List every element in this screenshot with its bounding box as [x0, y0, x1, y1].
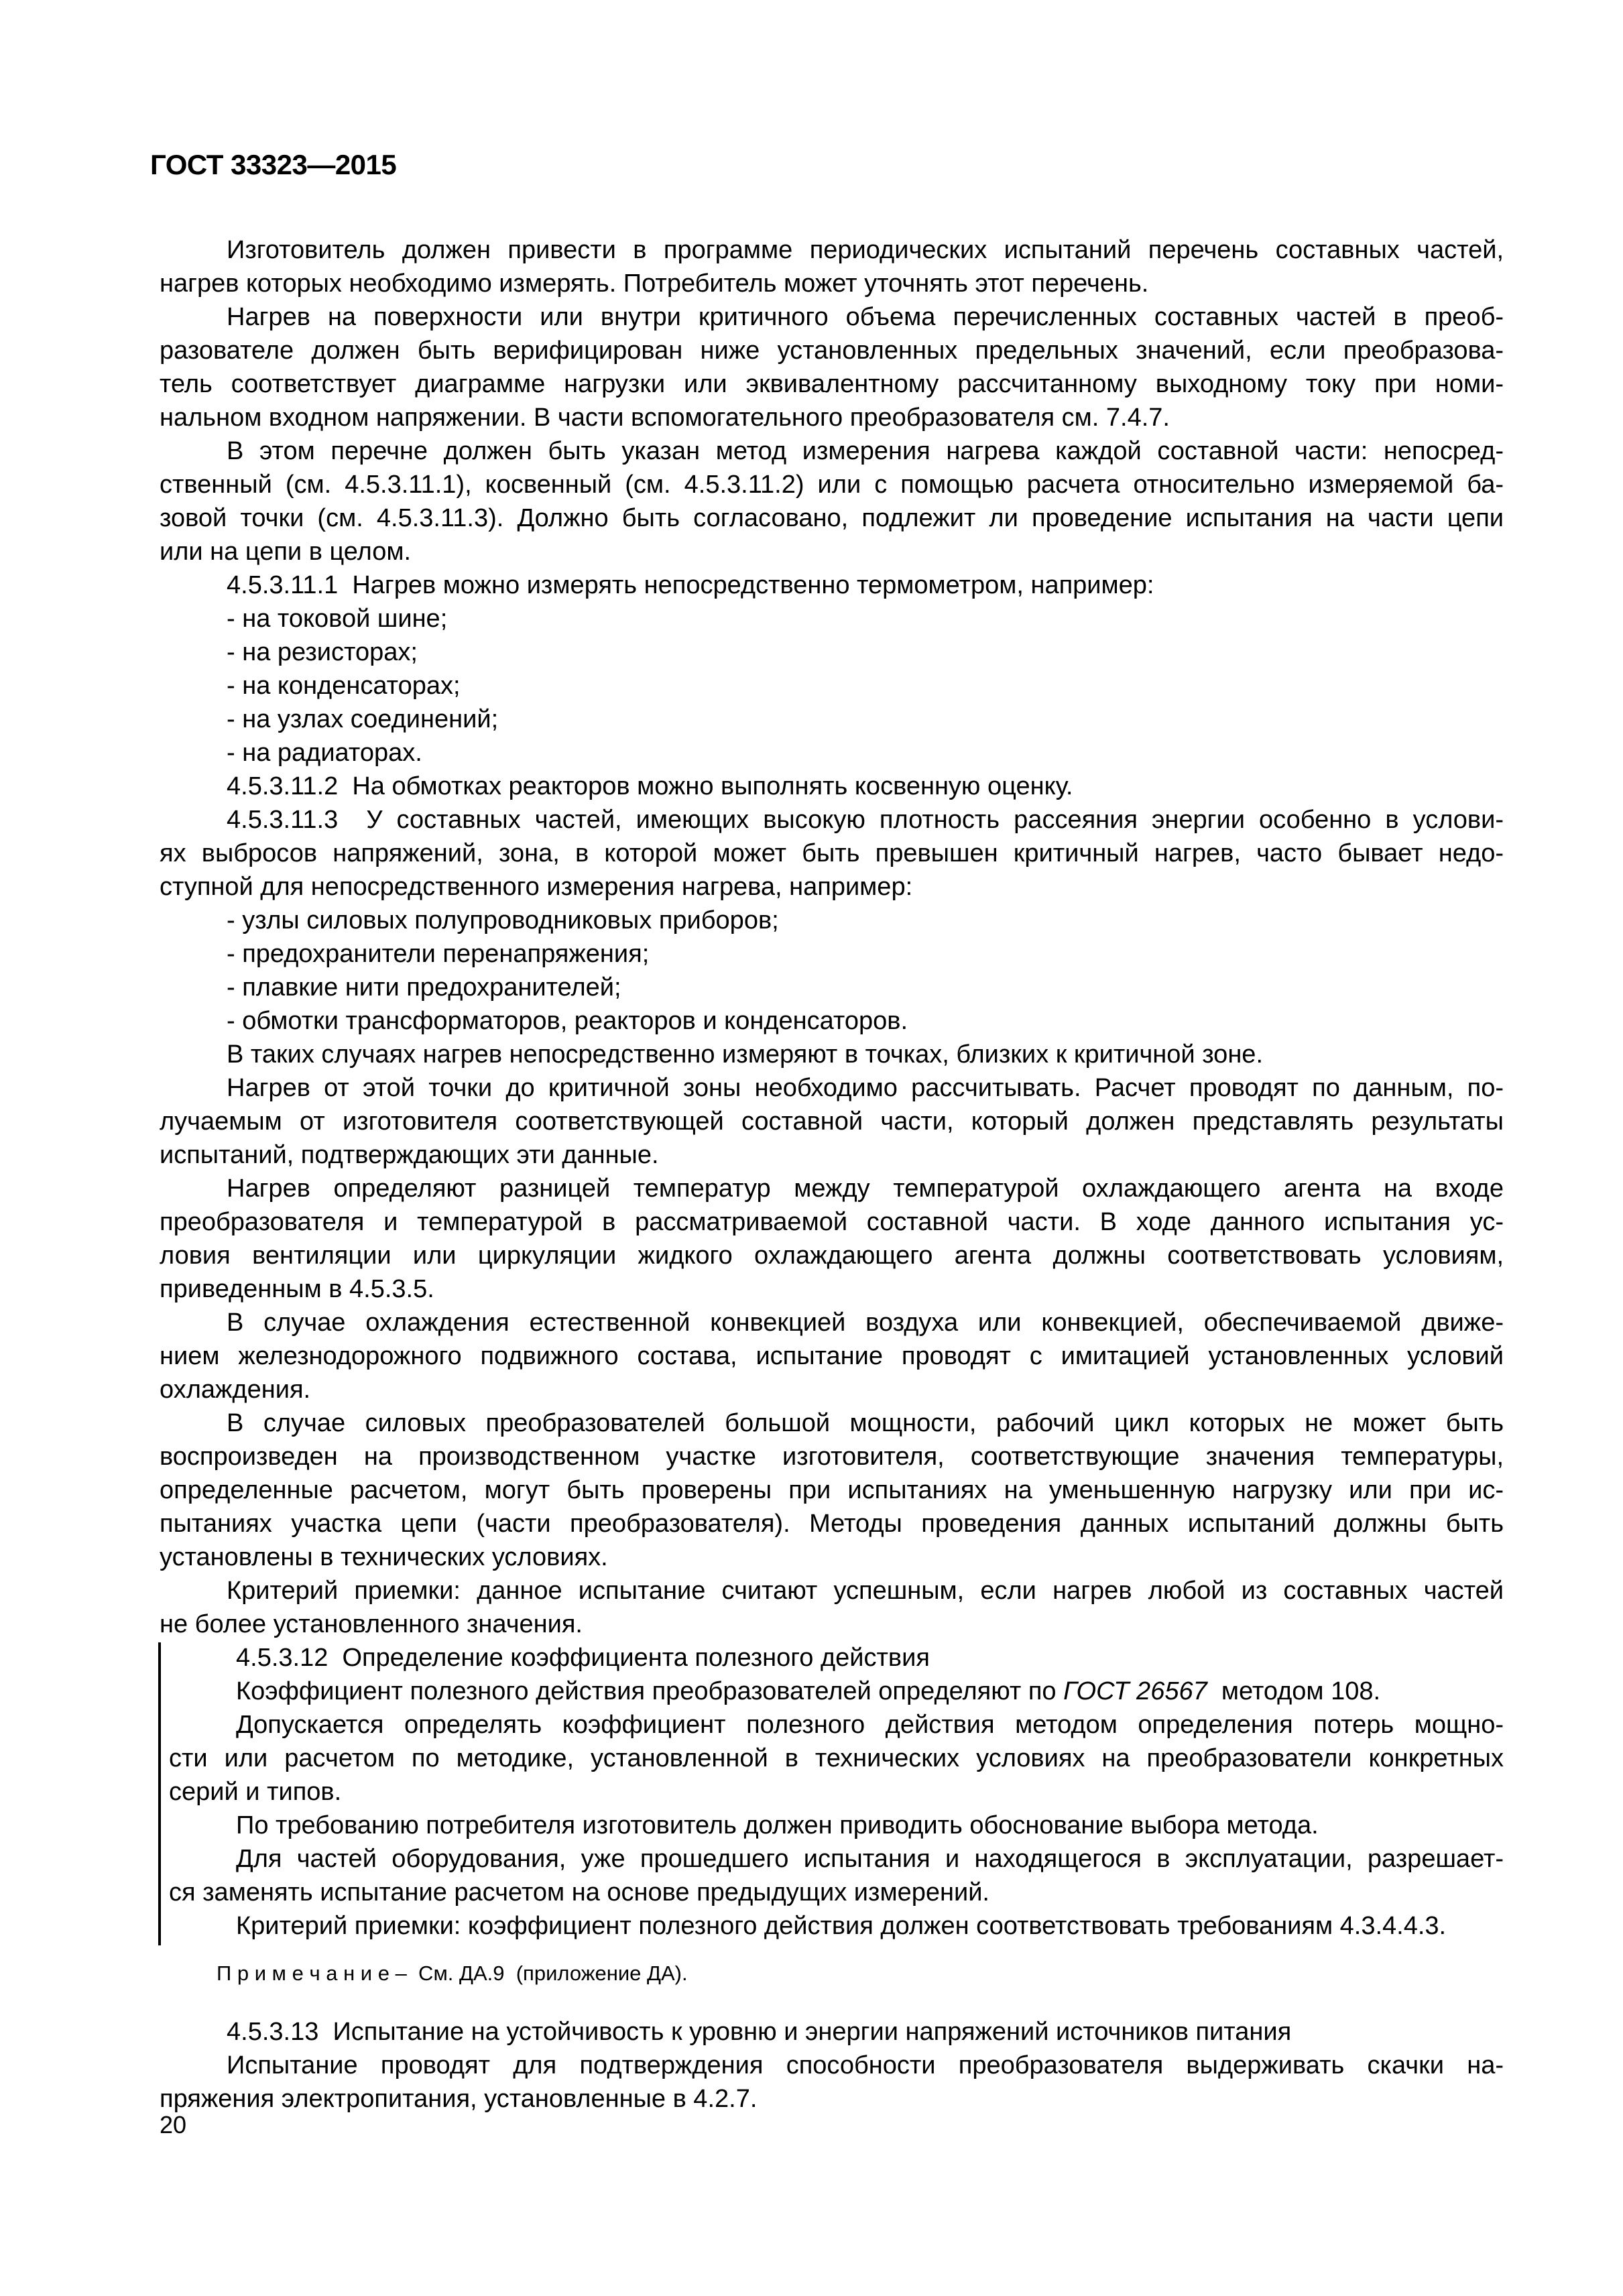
text-line: преобразователя и температурой в рассматриваемой составной части. В ходе данного испытания ус- [160, 1208, 1504, 1236]
paragraph [169, 1809, 1504, 1842]
text-line: Нагрев определяют разницей температур между температурой охлаждающего агента на входе [227, 1174, 1504, 1203]
text-line: ся заменять испытание расчетом на основе предыдущих измерений. [169, 1878, 989, 1907]
text-line: Испытание проводят для подтверждения способности преобразователя выдерживать скачки на- [227, 2051, 1504, 2079]
text-line: сти или расчетом по методике, установленной в технических условиях на преобразователи конкретных [169, 1744, 1504, 1772]
page-number: 20 [160, 2111, 187, 2138]
clause-heading [169, 1641, 1504, 1675]
clause-heading [160, 2015, 1504, 2049]
text-line: В случае охлаждения естественной конвекцией воздуха или конвекцией, обеспечиваемой движе- [227, 1309, 1504, 1337]
paragraph [160, 1574, 1504, 1641]
paragraph [160, 1172, 1504, 1306]
text-line: установлены в технических условиях. [160, 1543, 608, 1571]
text-line: - обмотки трансформаторов, реакторов и конденсаторов. [227, 1007, 908, 1035]
text-line: - узлы силовых полупроводниковых приборов; [227, 906, 779, 934]
paragraph [160, 1306, 1504, 1406]
text-line: или на цепи в целом. [160, 538, 412, 566]
text-line: Критерий приемки: коэффициент полезного действия должен соответствовать требованиям 4.3.4.4.3. [236, 1912, 1447, 1940]
paragraph [160, 434, 1504, 568]
document-body [160, 233, 1504, 2116]
paragraph [160, 770, 1504, 803]
paragraph [160, 1071, 1504, 1172]
paragraph [160, 1038, 1504, 1071]
text-line: - на токовой шине; [227, 605, 448, 633]
list-item [160, 904, 1504, 937]
document-header: ГОСТ 33323—2015 [150, 149, 397, 180]
paragraph [160, 2049, 1504, 2116]
text-line: пряжения электропитания, установленные в 4.2.7. [160, 2085, 758, 2113]
text-line: Нагрев на поверхности или внутри критичного объема перечисленных составных частей в преоб- [227, 303, 1504, 331]
text-line: Допускается определять коэффициент полезного действия методом определения потерь мощно- [236, 1711, 1504, 1739]
text-line: серий и типов. [169, 1778, 342, 1806]
text-line: В таких случаях нагрев непосредственно измеряют в точках, близких к критичной зоне. [227, 1040, 1263, 1069]
text-line: пытаниях участка цепи (части преобразователя). Методы проведения данных испытаний должны быть [160, 1510, 1504, 1538]
list-item [160, 703, 1504, 736]
paragraph [160, 300, 1504, 434]
text-line: ступной для непосредственного измерения нагрева, например: [160, 873, 913, 901]
text-line: П р и м е ч а н и е – См. ДА.9 (приложение ДА). [217, 1961, 688, 1985]
text-line: ственный (см. 4.5.3.11.1), косвенный (см. 4.5.3.11.2) или с помощью расчета относительно измеряемой ба- [160, 471, 1504, 499]
text-line: - плавкие нити предохранителей; [227, 973, 621, 1002]
text-line: Критерий приемки: данное испытание считают успешным, если нагрев любой из составных частей [227, 1577, 1504, 1605]
text-line: 4.5.3.11.2 На обмотках реакторов можно выполнять косвенную оценку. [227, 772, 1073, 800]
text-segment: методом 108. [1207, 1677, 1381, 1705]
text-line: не более установленного значения. [160, 1610, 583, 1638]
list-item [160, 736, 1504, 770]
paragraph [169, 1909, 1504, 1943]
text-line: лучаемым от изготовителя соответствующей составной части, который должен представлять результаты [160, 1107, 1504, 1136]
list-item [160, 1004, 1504, 1038]
text-line: Нагрев от этой точки до критичной зоны необходимо рассчитывать. Расчет проводят по данным, по- [227, 1074, 1504, 1102]
text-line: приведенным в 4.5.3.5. [160, 1275, 434, 1303]
paragraph [160, 568, 1504, 602]
text-line: 4.5.3.11.3 У составных частей, имеющих высокую плотность рассеяния энергии особенно в услови- [227, 806, 1504, 834]
text-line: тель соответствует диаграмме нагрузки или эквивалентному рассчитанному выходному току при номи- [160, 370, 1504, 398]
text-line [169, 1675, 1504, 1708]
text-line: нием железнодорожного подвижного состава, испытание проводят с имитацией установленных условий [160, 1342, 1504, 1370]
text-line: Изготовитель должен привести в программе периодических испытаний перечень составных частей, [227, 236, 1504, 264]
text-line: нальном входном напряжении. В части вспомогательного преобразователя см. 7.4.7. [160, 404, 1170, 432]
paragraph [169, 1675, 1504, 1708]
list-item [160, 971, 1504, 1004]
list-item [160, 669, 1504, 703]
list-item [160, 937, 1504, 971]
text-line: В случае силовых преобразователей большой мощности, рабочий цикл которых не может быть [227, 1409, 1504, 1437]
text-line: В этом перечне должен быть указан метод измерения нагрева каждой составной части: непосред- [227, 437, 1504, 465]
text-line: - на конденсаторах; [227, 672, 461, 700]
text-line: ях выбросов напряжений, зона, в которой может быть превышен критичный нагрев, часто бывает недо- [160, 839, 1504, 867]
text-line: воспроизведен на производственном участке изготовителя, соответствующие значения температуры, [160, 1443, 1504, 1471]
text-line: - на резисторах; [227, 638, 418, 666]
text-line: - на радиаторах. [227, 739, 422, 767]
paragraph [169, 1708, 1504, 1809]
paragraph [160, 1406, 1504, 1574]
paragraph [160, 803, 1504, 904]
text-line: - на узлах соединений; [227, 705, 499, 733]
text-line: 4.5.3.12 Определение коэффициента полезного действия [236, 1644, 930, 1672]
paragraph [160, 233, 1504, 300]
text-line: определенные расчетом, могут быть проверены при испытаниях на уменьшенную нагрузку или при ис- [160, 1476, 1504, 1504]
text-line: По требованию потребителя изготовитель должен приводить обоснование выбора метода. [236, 1811, 1319, 1839]
text-line: охлаждения. [160, 1376, 311, 1404]
paragraph [169, 1842, 1504, 1909]
text-line: ловия вентиляции или циркуляции жидкого охлаждающего агента должны соответствовать условиям, [160, 1242, 1504, 1270]
text-line: испытаний, подтверждающих эти данные. [160, 1141, 659, 1169]
text-segment: Коэффициент полезного действия преобразователей определяют по [236, 1677, 1064, 1705]
text-line: 4.5.3.13 Испытание на устойчивость к уровню и энергии напряжений источников питания [227, 2018, 1292, 2046]
text-line: - предохранители перенапряжения; [227, 940, 650, 968]
text-line: Для частей оборудования, уже прошедшего испытания и находящегося в эксплуатации, разрешает- [236, 1845, 1504, 1873]
note [160, 1959, 1504, 1988]
list-item [160, 602, 1504, 636]
text-line: зовой точки (см. 4.5.3.11.3). Должно быть согласовано, подлежит ли проведение испытания на части цепи [160, 504, 1504, 532]
list-item [160, 636, 1504, 669]
text-line: разователе должен быть верифицирован ниже установленных предельных значений, если преобразова- [160, 337, 1504, 365]
italic-reference: ГОСТ 26567 [1063, 1677, 1207, 1705]
text-line: 4.5.3.11.1 Нагрев можно измерять непосредственно термометром, например: [227, 571, 1154, 599]
text-line: нагрев которых необходимо измерять. Потребитель может уточнять этот перечень. [160, 269, 1149, 298]
